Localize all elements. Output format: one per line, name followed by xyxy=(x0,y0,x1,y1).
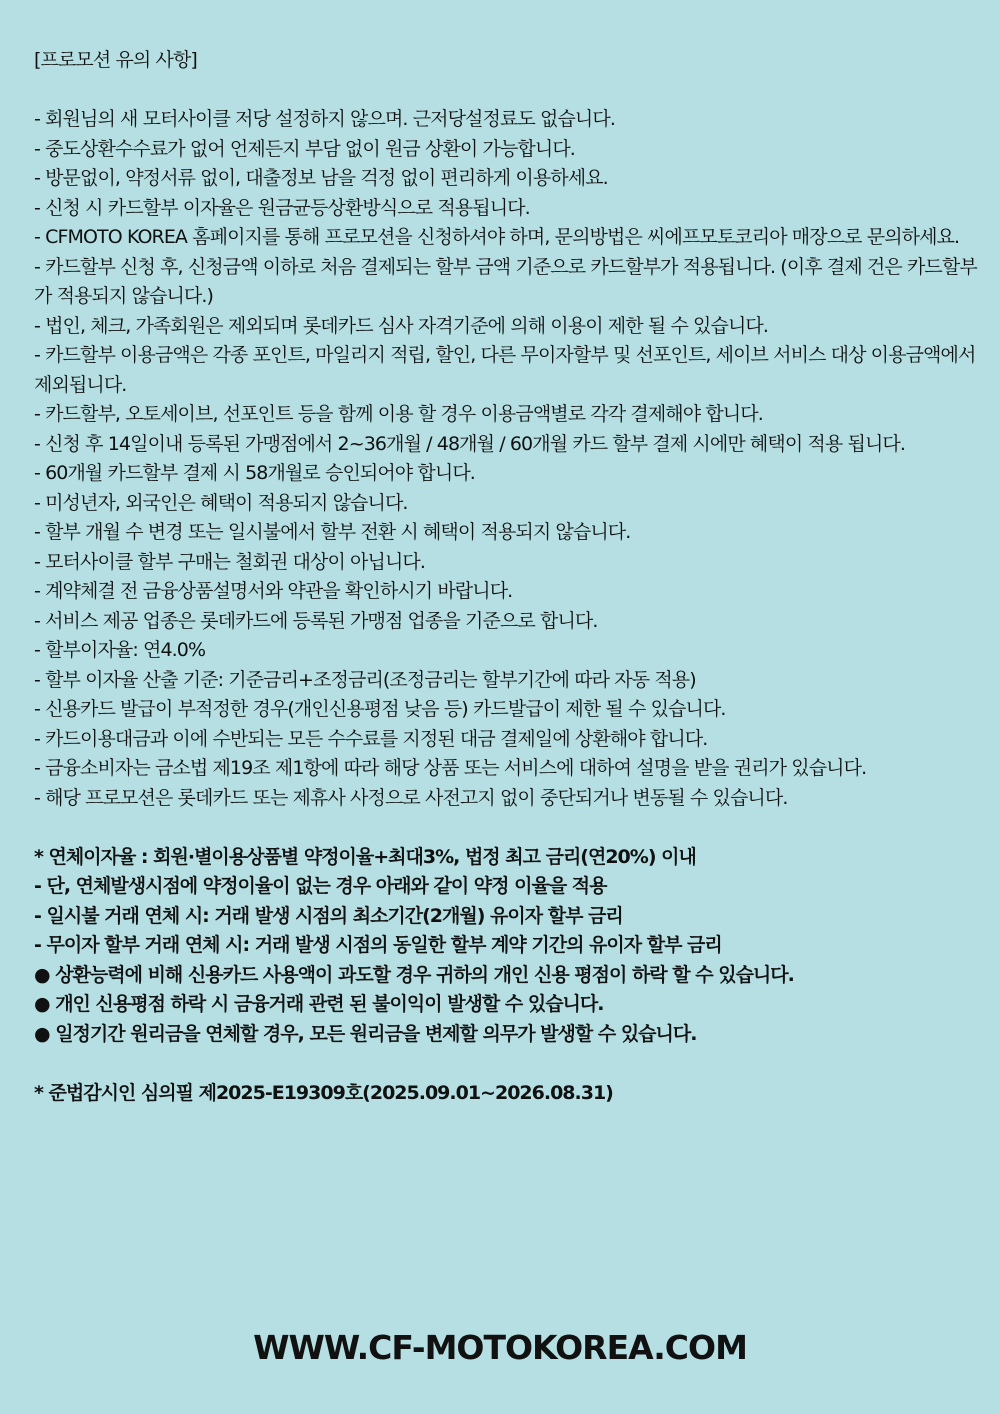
document-body xyxy=(34,46,990,1108)
note-item: - 카드할부 신청 후, 신청금액 이하로 처음 결제되는 할부 금액 기준으로 카드할부가 적용됩니다. (이후 결제 건은 카드할부가 적용되지 않습니다.) xyxy=(34,255,977,307)
overdue-note-item: ● 개인 신용평점 하락 시 금융거래 관련 된 불이익이 발생할 수 있습니다. xyxy=(34,993,604,1015)
note-item: - 해당 프로모션은 롯데카드 또는 제휴사 사정으로 사전고지 없이 중단되거나 변동될 수 있습니다. xyxy=(34,786,788,809)
note-item: - 카드할부, 오토세이브, 선포인트 등을 함께 이용 할 경우 이용금액별로 각각 결제해야 합니다. xyxy=(34,403,763,425)
note-item: - 방문없이, 약정서류 없이, 대출정보 남을 걱정 없이 편리하게 이용하세요. xyxy=(34,167,608,189)
note-item: - 서비스 제공 업종은 롯데카드에 등록된 가맹점 업종을 기준으로 합니다. xyxy=(34,609,598,632)
overdue-note-item: ● 상환능력에 비해 신용카드 사용액이 과도할 경우 귀하의 개인 신용 평점이 하락 할 수 있습니다. xyxy=(34,963,794,986)
note-item: - 계약체결 전 금융상품설명서와 약관을 확인하시기 바랍니다. xyxy=(34,580,513,602)
note-item: - 모터사이클 할부 구매는 철회권 대상이 아닙니다. xyxy=(34,550,426,573)
overdue-notes-list xyxy=(34,843,990,1050)
overdue-note-item: - 단, 연체발생시점에 약정이율이 없는 경우 아래와 같이 약정 이율을 적용 xyxy=(34,875,607,897)
note-item: - 할부 이자율 산출 기준: 기준금리+조정금리(조정금리는 할부기간에 따라 자동 적용) xyxy=(34,668,696,691)
overdue-note-item: * 연체이자율 : 회원·별이용상품별 약정이율+최대3%, 법정 최고 금리(연20%) 이내 xyxy=(34,845,696,868)
overdue-note-item: - 일시불 거래 연체 시: 거래 발생 시점의 최소기간(2개월) 유이자 할부 금리 xyxy=(34,904,623,927)
note-item: - 카드이용대금과 이에 수반되는 모든 수수료를 지정된 대금 결제일에 상환해야 합니다. xyxy=(34,727,708,750)
note-item: - CFMOTO KOREA 홈페이지를 통해 프로모션을 신청하셔야 하며, 문의방법은 씨에프모토코리아 매장으로 문의하세요. xyxy=(34,226,960,248)
note-item: - 60개월 카드할부 결제 시 58개월로 승인되어야 합니다. xyxy=(34,462,475,484)
note-item: - 카드할부 이용금액은 각종 포인트, 마일리지 적립, 할인, 다른 무이자할부 및 선포인트, 세이브 서비스 대상 이용금액에서 제외됩니다. xyxy=(34,344,976,396)
note-item: - 미성년자, 외국인은 혜택이 적용되지 않습니다. xyxy=(34,491,408,514)
note-item: - 신청 후 14일이내 등록된 가맹점에서 2~36개월 / 48개월 / 60개월 카드 할부 결제 시에만 혜택이 적용 됩니다. xyxy=(34,432,905,455)
section-heading: [프로모션 유의 사항] xyxy=(34,49,197,71)
note-item: - 금융소비자는 금소법 제19조 제1항에 따라 해당 상품 또는 서비스에 대하여 설명을 받을 권리가 있습니다. xyxy=(34,757,867,779)
note-item: - 중도상환수수료가 없어 언제든지 부담 없이 원금 상환이 가능합니다. xyxy=(34,137,575,160)
note-item: - 할부이자율: 연4.0% xyxy=(34,639,206,661)
note-item: - 신용카드 발급이 부적정한 경우(개인신용평점 낮음 등) 카드발급이 제한 될 수 있습니다. xyxy=(34,698,726,720)
overdue-note-item: ● 일정기간 원리금을 연체할 경우, 모든 원리금을 변제할 의무가 발생할 수 있습니다. xyxy=(34,1022,697,1045)
note-item: - 할부 개월 수 변경 또는 일시불에서 할부 전환 시 혜택이 적용되지 않습니다. xyxy=(34,521,631,543)
note-item: - 신청 시 카드할부 이자율은 원금균등상환방식으로 적용됩니다. xyxy=(34,196,530,219)
promotion-notes-list xyxy=(34,105,990,813)
note-item: - 법인, 체크, 가족회원은 제외되며 롯데카드 심사 자격기준에 의해 이용이 제한 될 수 있습니다. xyxy=(34,314,768,337)
overdue-note-item: - 무이자 할부 거래 연체 시: 거래 발생 시점의 동일한 할부 계약 기간의 유이자 할부 금리 xyxy=(34,934,722,956)
note-item: - 회원님의 새 모터사이클 저당 설정하지 않으며. 근저당설정료도 없습니다. xyxy=(34,108,615,130)
website-url: WWW.CF-MOTOKOREA.COM xyxy=(253,1328,747,1367)
compliance-approval-number: * 준법감시인 심의필 제2025-E19309호(2025.09.01~2026.08.31) xyxy=(34,1081,613,1104)
